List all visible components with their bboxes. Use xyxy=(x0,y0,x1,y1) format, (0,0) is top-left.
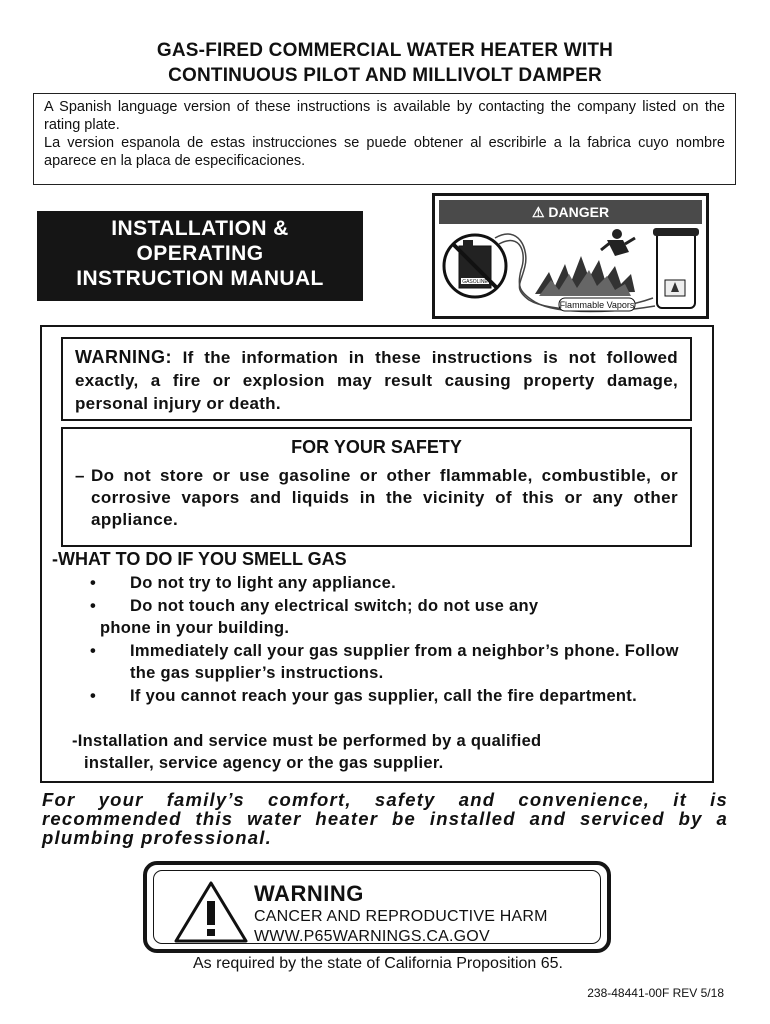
list-item-continuation xyxy=(90,617,690,640)
bullet-text: phone in your building. xyxy=(100,619,290,637)
installation-note-line-1: Installation and service must be performed by a qualified xyxy=(77,732,542,750)
document-title xyxy=(60,38,710,88)
manual-label-line-2: OPERATING xyxy=(136,242,264,265)
safety-item-text: Do not store or use gasoline or other flammable, combustible, or corrosive vapors and liquids in the vicinity of this or any other appliance. xyxy=(91,466,678,529)
water-heater-icon xyxy=(653,228,699,308)
person-icon xyxy=(601,229,635,256)
bullet-icon: • xyxy=(90,574,97,592)
prop65-line-2: WWW.P65WARNINGS.CA.GOV xyxy=(254,928,490,945)
list-item xyxy=(90,640,690,685)
warning-text: If the information in these instructions is not followed exactly, a fire or explosion may result causing property damage, personal injury or death. xyxy=(75,348,678,413)
flames-icon xyxy=(535,256,635,296)
language-notice-english: A Spanish language version of these instructions is available by contacting the company listed on the rating plate. xyxy=(44,99,725,133)
list-item xyxy=(90,685,690,708)
danger-graphic xyxy=(432,193,709,319)
danger-header xyxy=(439,200,702,224)
manual-type-label xyxy=(37,211,363,301)
safety-title: FOR YOUR SAFETY xyxy=(291,437,462,457)
installation-note xyxy=(72,730,692,774)
for-your-safety-box xyxy=(61,427,692,547)
smell-gas-heading xyxy=(52,547,347,571)
installation-note-line-2: installer, service agency or the gas supplier. xyxy=(84,754,444,772)
manual-label-line-3: INSTRUCTION MANUAL xyxy=(76,267,324,290)
smell-gas-heading-text: WHAT TO DO IF YOU SMELL GAS xyxy=(58,549,347,569)
bullet-text: Do not touch any electrical switch; do not use any xyxy=(130,596,539,615)
list-item xyxy=(90,572,690,595)
title-line-1: GAS-FIRED COMMERCIAL WATER HEATER WITH xyxy=(156,40,614,61)
svg-text:GASOLINE: GASOLINE xyxy=(462,279,488,285)
document-number: 238-48441-00F REV 5/18 xyxy=(587,986,724,1000)
svg-text:Flammable Vapors: Flammable Vapors xyxy=(559,300,635,310)
prop65-caption: As required by the state of California Proposition 65. xyxy=(193,955,563,972)
fire-warning-box xyxy=(61,337,692,421)
danger-header-label: DANGER xyxy=(548,204,610,220)
bullet-text: Do not try to light any appliance. xyxy=(130,574,396,592)
bullet-text: Immediately call your gas supplier from a neighbor’s phone. Follow the gas supplier’s instructions. xyxy=(130,641,679,682)
title-line-2: CONTINUOUS PILOT AND MILLIVOLT DAMPER xyxy=(168,65,602,86)
prop65-heading: WARNING xyxy=(254,881,364,906)
bullet-icon: • xyxy=(90,686,97,705)
exclamation-triangle-icon xyxy=(172,879,250,945)
language-notice-spanish: La version espanola de estas instrucciones se puede obtener al escribirle a la fabrica cuyo nombre aparece en la placa de especificaciones. xyxy=(44,135,725,169)
flammable-vapors-illustration xyxy=(439,226,702,314)
bullet-text: If you cannot reach your gas supplier, call the fire department. xyxy=(130,686,637,705)
smell-gas-list xyxy=(90,572,690,707)
warning-lead: WARNING: xyxy=(75,347,172,367)
list-item xyxy=(90,595,690,618)
prop65-warning-label xyxy=(143,861,611,953)
manual-label-line-1: INSTALLATION & xyxy=(111,217,289,240)
no-gasoline-icon xyxy=(444,235,506,297)
professional-recommendation: For your family’s comfort, safety and convenience, it is recommended this water heater be installed and serviced by a plumbing professional. xyxy=(42,789,728,848)
warning-triangle-icon: ⚠ xyxy=(531,204,545,220)
prop65-line-1: CANCER AND REPRODUCTIVE HARM xyxy=(254,908,548,925)
safety-item xyxy=(75,465,678,531)
dash-icon: - xyxy=(52,549,58,569)
dash-icon: - xyxy=(72,732,78,750)
dash-icon: – xyxy=(75,466,85,485)
bullet-icon: • xyxy=(90,641,97,660)
language-notice-box xyxy=(33,93,736,185)
bullet-icon: • xyxy=(90,596,97,615)
